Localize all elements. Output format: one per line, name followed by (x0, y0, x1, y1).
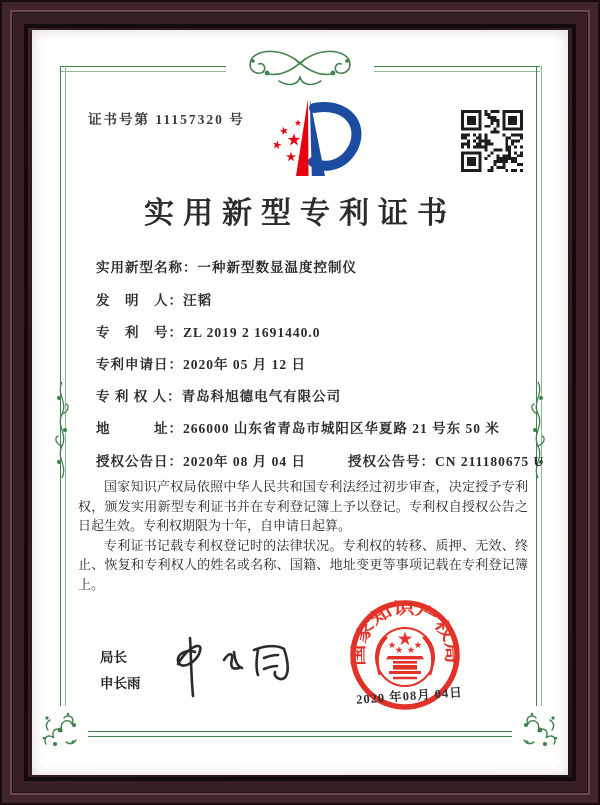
certificate-number: 证书号第 11157320 号 (88, 112, 245, 127)
field-label: 实用新型名称： (96, 260, 198, 275)
commissioner-name: 申长雨 (100, 676, 141, 691)
field-value: 青岛科旭德电气有限公司 (181, 389, 342, 404)
field-value: 266000 山东省青岛市城阳区华夏路 21 号东 50 米 (183, 421, 500, 436)
floral-corner-left-icon (40, 710, 80, 750)
field-label: 授权公告号： (348, 454, 435, 469)
green-flourish-icon (219, 46, 381, 90)
field-label: 发 明 人： (96, 293, 183, 308)
field-address (96, 417, 500, 437)
field-inventor (96, 289, 212, 309)
field-label: 授权公告日： (96, 454, 183, 469)
certificate-title: 实用新型专利证书 (144, 197, 456, 230)
cnipa-logo-icon (250, 94, 375, 179)
field-filing-date (96, 353, 306, 373)
border-line-top-left (60, 66, 226, 72)
legal-text (78, 477, 528, 594)
field-label: 专 利 权 人： (96, 389, 182, 404)
field-value: CN 211180675 U (435, 454, 545, 469)
field-value: 2020年 05 月 12 日 (183, 357, 306, 372)
field-patent-number (96, 321, 321, 341)
handwritten-signature-icon (150, 632, 310, 702)
qr-code (461, 110, 523, 172)
floral-corner-right-icon (520, 710, 560, 750)
field-value: ZL 2019 2 1691440.0 (183, 325, 321, 340)
field-utility-model-name (96, 256, 357, 276)
field-value: 一种新型数显温度控制仪 (197, 260, 357, 275)
field-value: 2020年 08 月 04 日 (183, 454, 306, 469)
field-label: 专 利 号： (96, 325, 183, 340)
field-value: 汪韬 (183, 293, 212, 308)
field-label: 地 址： (96, 421, 183, 436)
legal-paragraph-1: 国家知识产权局依照中华人民共和国专利法经过初步审查，决定授予专利权，颁发实用新型专利证书并在专利登记簿上予以登记。专利权自授权公告之日起生效。专利权期限为十年，自申请日起算。 (78, 479, 528, 533)
field-grant-number (348, 450, 544, 470)
field-label: 专利申请日： (96, 357, 183, 372)
commissioner-role: 局长 (100, 650, 127, 665)
border-line-top-right (374, 66, 540, 72)
field-grant-date (96, 450, 306, 470)
vine-scroll-left-icon (54, 382, 70, 478)
field-patentee (96, 385, 341, 405)
seal-date: 2020 年08月 04日 (355, 685, 464, 707)
legal-paragraph-2: 专利证书记载专利权登记时的法律状况。专利权的转移、质押、无效、终止、恢复和专利权人的姓名或名称、国籍、地址变更等事项记载在专利登记簿上。 (78, 537, 528, 592)
seal-ring-text: 国家知识产权局 (348, 598, 462, 666)
border-line-bottom (88, 731, 512, 737)
